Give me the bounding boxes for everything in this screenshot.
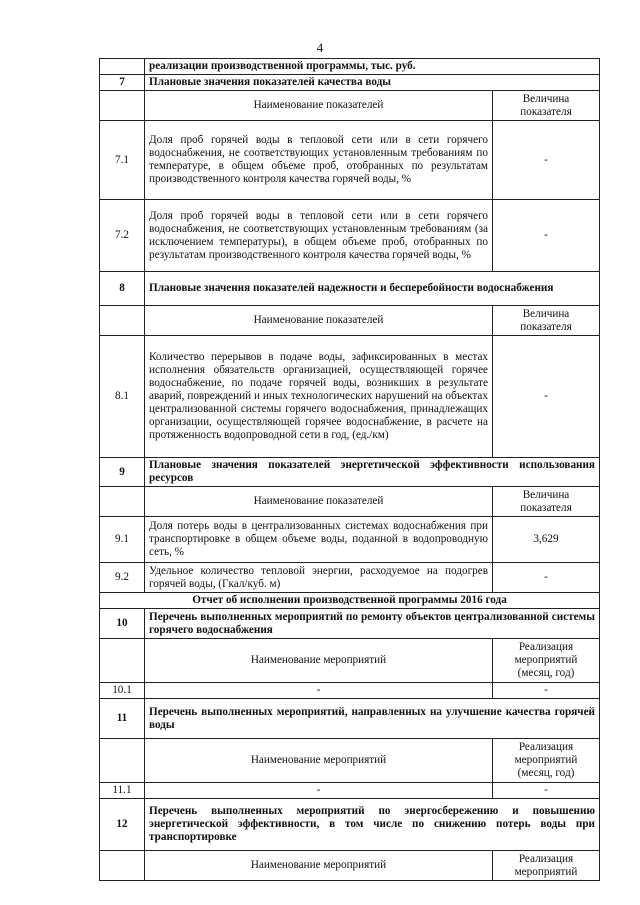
program-table bbox=[99, 58, 600, 881]
table-row bbox=[100, 517, 600, 563]
table-row bbox=[100, 200, 600, 272]
table-row bbox=[100, 683, 600, 699]
header-row bbox=[100, 851, 600, 881]
row-number: 11.1 bbox=[100, 783, 145, 799]
row-text: Доля потерь воды в централизованных системах водоснабжения при транспортировке в общем объеме воды, поданной в водопроводную сеть, % bbox=[145, 517, 493, 563]
section-number: 8 bbox=[100, 272, 145, 306]
num-cell bbox=[100, 91, 145, 121]
num-cell bbox=[100, 739, 145, 783]
table-row bbox=[100, 783, 600, 799]
header-row bbox=[100, 639, 600, 683]
report-title: Отчет об исполнении производственной программы 2016 года bbox=[100, 593, 600, 609]
section-row bbox=[100, 458, 600, 487]
section-number: 9 bbox=[100, 458, 145, 487]
section-number: 10 bbox=[100, 609, 145, 639]
row-text: - bbox=[145, 683, 493, 699]
section-title: Перечень выполненных мероприятий, направленных на улучшение качества горячей воды bbox=[145, 699, 600, 739]
row-number: 9.1 bbox=[100, 517, 145, 563]
header-name: Наименование показателей bbox=[145, 91, 493, 121]
section-title: Плановые значения показателей энергетической эффективности использования ресурсов bbox=[145, 458, 600, 487]
row-number: 10.1 bbox=[100, 683, 145, 699]
report-title-row bbox=[100, 593, 600, 609]
row-number: 7.2 bbox=[100, 200, 145, 272]
header-value: Реализация мероприятий bbox=[493, 851, 600, 881]
section-number: 7 bbox=[100, 75, 145, 91]
row-value: - bbox=[493, 336, 600, 458]
table-row bbox=[100, 121, 600, 200]
num-cell bbox=[100, 487, 145, 517]
section-title: Перечень выполненных мероприятий по энергосбережению и повышению энергетической эффективности, в том числе по снижению потерь воды при транспортировке bbox=[145, 799, 600, 851]
header-row bbox=[100, 91, 600, 121]
header-value: Величина показателя bbox=[493, 91, 600, 121]
header-name: Наименование мероприятий bbox=[145, 739, 493, 783]
table-row bbox=[100, 59, 600, 75]
row-number: 9.2 bbox=[100, 563, 145, 593]
table-row bbox=[100, 336, 600, 458]
section-row bbox=[100, 699, 600, 739]
row-value: - bbox=[493, 563, 600, 593]
num-cell bbox=[100, 59, 145, 75]
table-row bbox=[100, 563, 600, 593]
num-cell bbox=[100, 639, 145, 683]
section-number: 11 bbox=[100, 699, 145, 739]
row-value: - bbox=[493, 200, 600, 272]
num-cell bbox=[100, 306, 145, 336]
header-row bbox=[100, 306, 600, 336]
row-number: 8.1 bbox=[100, 336, 145, 458]
row-text: Доля проб горячей воды в тепловой сети или в сети горячего водоснабжения, не соответствующих установленным требованиям (за исключением температуры), в общем объеме проб, отобранных по результатам производственного контроля качества горячей воды, % bbox=[145, 200, 493, 272]
row-value: 3,629 bbox=[493, 517, 600, 563]
section-row bbox=[100, 799, 600, 851]
row-value: - bbox=[493, 683, 600, 699]
section-number: 12 bbox=[100, 799, 145, 851]
header-value: Реализация мероприятий (месяц, год) bbox=[493, 639, 600, 683]
section-title: Плановые значения показателей надежности и бесперебойности водоснабжения bbox=[145, 272, 600, 306]
row-text: Доля проб горячей воды в тепловой сети или в сети горячего водоснабжения, не соответствующих установленным требованиям по температуре, в общем объеме проб, отобранных по результатам производственного контроля качества горячей воды, % bbox=[145, 121, 493, 200]
row-value: - bbox=[493, 121, 600, 200]
page-number: 4 bbox=[316, 40, 324, 55]
section-row bbox=[100, 272, 600, 306]
header-row bbox=[100, 739, 600, 783]
continuation-text: реализации производственной программы, тыс. руб. bbox=[145, 59, 600, 75]
row-number: 7.1 bbox=[100, 121, 145, 200]
header-row bbox=[100, 487, 600, 517]
header-value: Величина показателя bbox=[493, 306, 600, 336]
section-title: Плановые значения показателей качества воды bbox=[145, 75, 600, 91]
header-name: Наименование показателей bbox=[145, 487, 493, 517]
row-text: Количество перерывов в подаче воды, зафиксированных в местах исполнения обязательств организацией, осуществляющей горячее водоснабжение, по подаче горячей воды, возникших в результате аварий, повреждений и иных технологических нарушений на объектах централизованной системы горячего водоснабжения, принадлежащих организации, осуществляющей горячее водоснабжение, в расчете на протяженность водопроводной сети в год, (ед./км) bbox=[145, 336, 493, 458]
row-text: Удельное количество тепловой энергии, расходуемое на подогрев горячей воды, (Гкал/куб. м) bbox=[145, 563, 493, 593]
header-name: Наименование мероприятий bbox=[145, 851, 493, 881]
num-cell bbox=[100, 851, 145, 881]
row-text: - bbox=[145, 783, 493, 799]
header-name: Наименование показателей bbox=[145, 306, 493, 336]
section-title: Перечень выполненных мероприятий по ремонту объектов централизованной системы горячего водоснабжения bbox=[145, 609, 600, 639]
row-value: - bbox=[493, 783, 600, 799]
header-value: Величина показателя bbox=[493, 487, 600, 517]
header-name: Наименование мероприятий bbox=[145, 639, 493, 683]
section-row bbox=[100, 75, 600, 91]
section-row bbox=[100, 609, 600, 639]
header-value: Реализация мероприятий (месяц, год) bbox=[493, 739, 600, 783]
